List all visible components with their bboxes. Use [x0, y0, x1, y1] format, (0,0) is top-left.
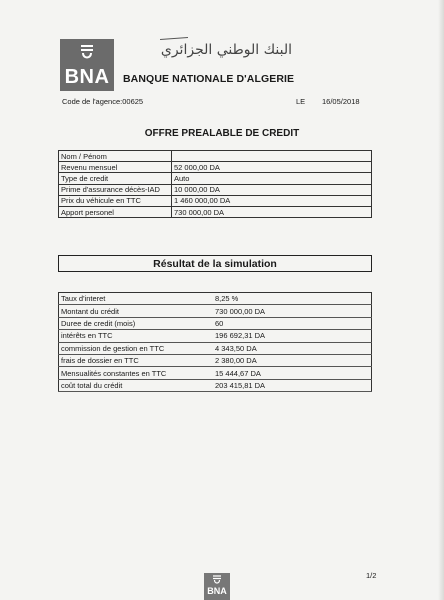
footer-logo-text: BNA: [207, 586, 227, 596]
page-number: 1/2: [366, 571, 377, 580]
info-row-label: Apport personel: [59, 206, 172, 217]
info-row-label: Prime d'assurance décès-IAD: [59, 184, 172, 195]
info-row-label: Prix du véhicule en TTC: [59, 195, 172, 206]
result-table: [58, 292, 372, 392]
info-row-value: [172, 151, 372, 162]
bank-name-arabic: البنك الوطني الجزائري: [160, 42, 292, 58]
info-row-label: Nom / Pénom: [59, 151, 172, 162]
result-title: Résultat de la simulation: [58, 255, 372, 272]
result-row-value: 15 444,67 DA: [213, 367, 372, 379]
result-row: [59, 367, 372, 379]
result-row: [59, 293, 372, 305]
document-title: OFFRE PREALABLE DE CREDIT: [144, 128, 300, 139]
info-row: [59, 206, 372, 217]
result-row-label: Mensualités constantes en TTC: [59, 367, 214, 379]
bna-emblem-icon: [78, 43, 96, 65]
info-row: [59, 162, 372, 173]
result-row-label: commission de gestion en TTC: [59, 342, 214, 354]
result-row-value: 730 000,00 DA: [213, 305, 372, 317]
footer-logo: [204, 573, 230, 600]
document-date: 16/05/2018: [322, 97, 360, 106]
bank-name: BANQUE NATIONALE D'ALGERIE: [123, 73, 295, 85]
bna-logo: [60, 39, 114, 91]
info-row: [59, 173, 372, 184]
info-row-label: Type de credit: [59, 173, 172, 184]
scan-mark: [160, 37, 188, 40]
info-table: [58, 150, 372, 218]
result-row-label: coût total du crédit: [59, 379, 214, 391]
scan-edge: [438, 0, 444, 600]
info-row-value: 1 460 000,00 DA: [172, 195, 372, 206]
date-label: LE: [296, 97, 306, 106]
agency-code: Code de l'agence:00625: [62, 97, 144, 106]
result-row-value: 4 343,50 DA: [213, 342, 372, 354]
info-row-value: 730 000,00 DA: [172, 206, 372, 217]
result-row-label: Duree de credit (mois): [59, 317, 214, 329]
info-row: [59, 184, 372, 195]
info-row: [59, 195, 372, 206]
result-row: [59, 330, 372, 342]
result-row-label: Taux d'interet: [59, 293, 214, 305]
result-row-value: 60: [213, 317, 372, 329]
result-row: [59, 317, 372, 329]
result-row: [59, 342, 372, 354]
result-row-label: Montant du crédit: [59, 305, 214, 317]
result-row: [59, 305, 372, 317]
footer-emblem-icon: [212, 575, 222, 585]
info-row-value: Auto: [172, 173, 372, 184]
result-row: [59, 379, 372, 391]
result-row: [59, 354, 372, 366]
result-row-label: frais de dossier en TTC: [59, 354, 214, 366]
result-row-value: 203 415,81 DA: [213, 379, 372, 391]
result-row-value: 8,25 %: [213, 293, 372, 305]
info-row: [59, 151, 372, 162]
logo-text: BNA: [64, 66, 110, 88]
result-row-value: 2 380,00 DA: [213, 354, 372, 366]
info-row-value: 10 000,00 DA: [172, 184, 372, 195]
info-row-value: 52 000,00 DA: [172, 162, 372, 173]
result-row-label: intérêts en TTC: [59, 330, 214, 342]
result-row-value: 196 692,31 DA: [213, 330, 372, 342]
info-row-label: Revenu mensuel: [59, 162, 172, 173]
